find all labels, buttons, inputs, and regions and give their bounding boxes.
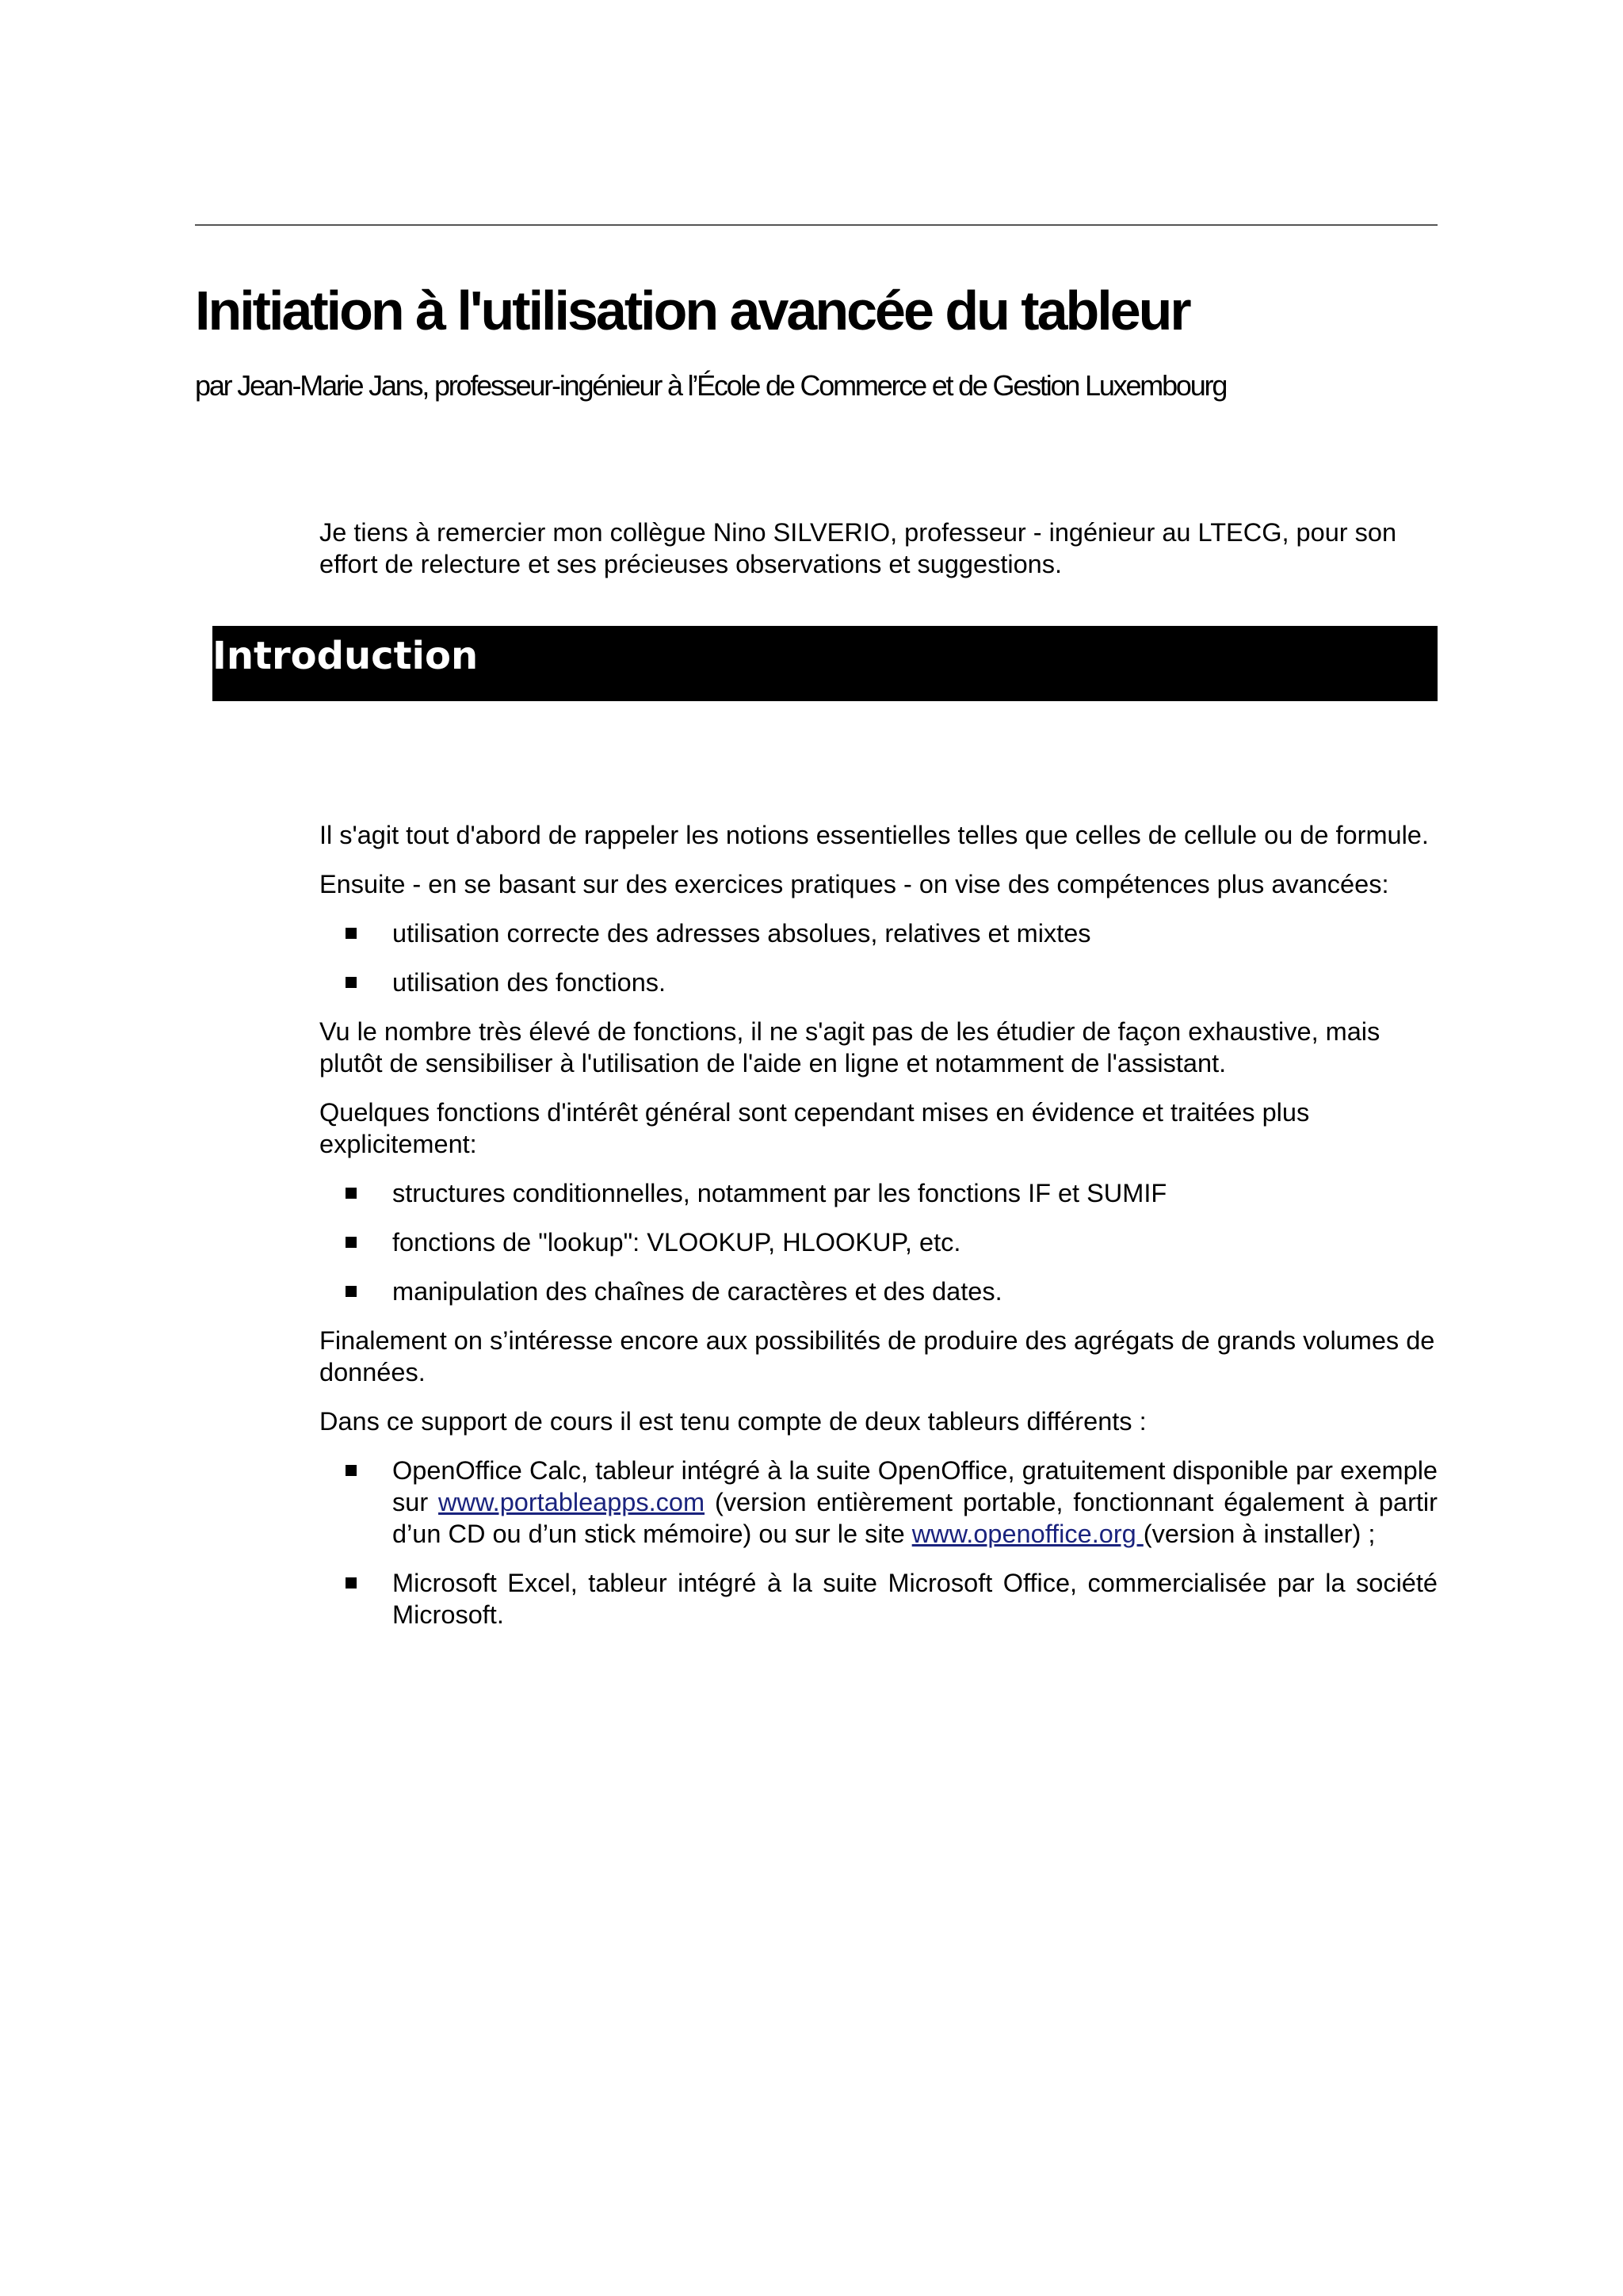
list-item-openoffice [319,1455,1438,1550]
square-bullet-icon [346,977,357,988]
intro-content [319,819,1438,1648]
list-item [319,917,1438,949]
openoffice-link[interactable]: www.openoffice.org [911,1520,1144,1548]
functions-list [319,1177,1438,1307]
section-header-bar [212,626,1438,701]
list-item-text: OpenOffice Calc, tableur intégré à la suite OpenOffice, gratuitement disponible par exemple sur [392,1456,1438,1516]
intro-paragraph-1: Il s'agit tout d'abord de rappeler les notions essentielles telles que celles de cellule ou de formule. [319,821,1429,849]
list-item-text: utilisation correcte des adresses absolues, relatives et mixtes [392,919,1091,948]
square-bullet-icon [346,1188,357,1199]
skills-list [319,917,1438,998]
portableapps-link[interactable]: www.portableapps.com [438,1488,705,1516]
square-bullet-icon [346,1465,357,1476]
acknowledgement-text: Je tiens à remercier mon collègue Nino SILVERIO, professeur - ingénieur au LTECG, pour son effort de relecture et ses précieuses observations et suggestions. [319,518,1397,578]
list-item [319,967,1438,998]
intro-paragraph-5: Finalement on s’intéresse encore aux possibilités de produire des agrégats de grands volumes de données. [319,1326,1435,1386]
document-title: Initiation à l'utilisation avancée du tableur [195,280,1190,341]
list-item-excel [319,1567,1438,1630]
list-item-text: (version entièrement portable, fonctionnant également à partir d’un CD ou d’un stick mémoire) ou sur le site [392,1488,1438,1548]
spreadsheets-list [319,1455,1438,1630]
list-item-text: Microsoft Excel, tableur intégré à la suite Microsoft Office, commercialisée par la société Microsoft. [392,1569,1438,1629]
square-bullet-icon [346,1286,357,1297]
list-item [319,1177,1438,1209]
list-item-text: utilisation des fonctions. [392,968,666,997]
square-bullet-icon [346,928,357,939]
top-rule [195,224,1438,226]
document-subtitle: par Jean-Marie Jans, professeur-ingénieur à l’École de Commerce et de Gestion Luxembourg [195,369,1227,402]
intro-paragraph-2: Ensuite - en se basant sur des exercices pratiques - on vise des compétences plus avancées: [319,870,1389,898]
list-item-text: manipulation des chaînes de caractères et des dates. [392,1277,1002,1306]
section-title: Introduction [212,634,479,678]
list-item-text: (version à installer) ; [1143,1520,1376,1548]
list-item-text: fonctions de "lookup": VLOOKUP, HLOOKUP, etc. [392,1228,961,1257]
list-item [319,1276,1438,1307]
intro-paragraph-6: Dans ce support de cours il est tenu compte de deux tableurs différents : [319,1407,1147,1436]
list-item-text: structures conditionnelles, notamment par les fonctions IF et SUMIF [392,1179,1167,1207]
list-item [319,1226,1438,1258]
square-bullet-icon [346,1237,357,1248]
intro-paragraph-4: Quelques fonctions d'intérêt général sont cependant mises en évidence et traitées plus explicitement: [319,1098,1310,1158]
intro-paragraph-3: Vu le nombre très élevé de fonctions, il ne s'agit pas de les étudier de façon exhaustive, mais plutôt de sensibiliser à l'utilisation de l'aide en ligne et notamment de l'assistant. [319,1017,1381,1077]
square-bullet-icon [346,1577,357,1589]
